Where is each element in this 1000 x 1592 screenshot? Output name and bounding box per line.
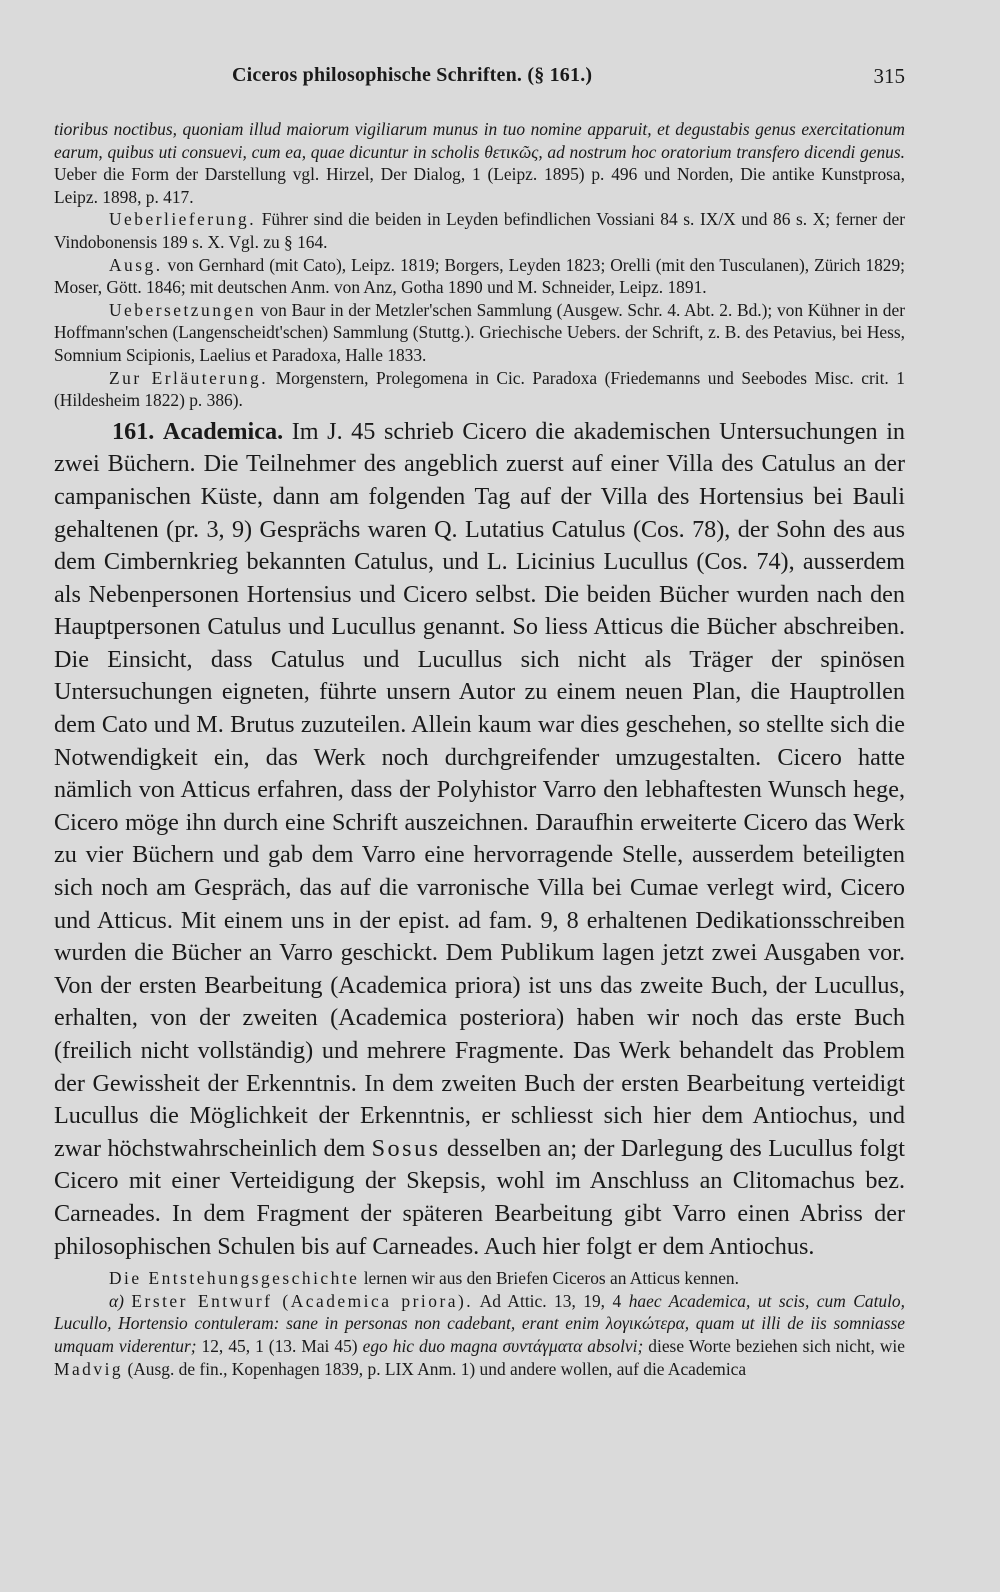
- page-header: [54, 64, 905, 104]
- section-161-paragraph: [54, 416, 905, 1263]
- section-title: Academica.: [162, 417, 284, 445]
- latin-quote: haec Academica, ut scis, cum Catulo, Lucullo, Hortensio contuleram: sane in personas non cadebant, erant enim λογικώτερα, quam ut illi de iis somniasse umquam viderentur;: [54, 1290, 905, 1356]
- note-text: 12, 45, 1 (13. Mai 45): [196, 1335, 363, 1356]
- alpha-marker: α): [109, 1290, 132, 1311]
- note-text: Führer sind die beiden in Leyden befindlichen Vossiani 84 s. IX/X und 86 s. X; ferner der Vindobonensis 189 s. X. Vgl. zu § 164.: [54, 209, 905, 252]
- note-text: Ueber die Form der Darstellung vgl. Hirzel, Der Dialog, 1 (Leipz. 1895) p. 496 und Norden, Die antike Kunstprosa, Leipz. 1898, p. 417.: [54, 164, 905, 207]
- note-ausgaben: [54, 254, 905, 299]
- note-label: Die Entstehungsgeschichte: [109, 1268, 360, 1289]
- note-continuation: [54, 118, 905, 208]
- latin-quote: ego hic duo magna συντάγματα absolvi;: [362, 1335, 644, 1356]
- note-text: diese Worte beziehen sich nicht, wie: [643, 1335, 905, 1356]
- note-text: von Gernhard (mit Cato), Leipz. 1819; Borgers, Leyden 1823; Orelli (mit den Tusculanen), Zürich 1829; Moser, Gött. 1846; mit deutschen Anm. von Anz, Gotha 1890 und M. Schneider, Leipz. 1891.: [54, 254, 905, 298]
- top-footnotes: [54, 118, 905, 412]
- note-text: (Ausg. de fin., Kopenhagen 1839, p. LIX Anm. 1) und andere wollen, auf die Academica: [123, 1358, 747, 1379]
- note-label: Uebersetzungen: [109, 299, 257, 320]
- main-text: [54, 416, 905, 1263]
- note-label: Erster Entwurf (Academica priora).: [131, 1290, 474, 1311]
- section-number: 161.: [112, 417, 155, 445]
- bottom-footnotes: [54, 1267, 905, 1380]
- note-entstehung: [54, 1267, 905, 1290]
- running-title: Ciceros philosophische Schriften. (§ 161.): [232, 64, 593, 86]
- note-text: von Baur in der Metzler'schen Sammlung (Ausgew. Schr. 4. Abt. 2. Bd.); von Kühner in der Hoffmann'schen (Langenscheidt'schen) Sammlung (Stuttg.). Griechische Uebers. der Schrift, z. B. des Petavius, bei Hess, Somnium Scipionis, Laelius et Paradoxa, Halle 1833.: [54, 299, 905, 365]
- note-text: Ad Attic. 13, 19, 4: [473, 1290, 629, 1311]
- page-number: 315: [873, 64, 905, 88]
- spaced-name: Sosus: [371, 1134, 441, 1162]
- section-text: Im J. 45 schrieb Cicero die akademischen Untersuchungen in zwei Büchern. Die Teilnehmer des angeblich zuerst auf einer Villa des Catulus an der campanischen Küste, dann am folgenden Tag auf der Villa des Hortensius bei Bauli gehaltenen (pr. 3, 9) Gesprächs waren Q. Lutatius Catulus (Cos. 78), der Sohn des aus dem Cimbernkrieg bekannten Catulus, und L. Licinius Lucullus (Cos. 74), ausserdem als Nebenpersonen Hortensius und Cicero selbst. Die beiden Bücher wurden nach den Hauptpersonen Catulus und Lucullus genannt. So liess Atticus die Bücher abschreiben. Die Einsicht, dass Catulus und Lucullus sich nicht als Träger der spinösen Untersuchungen eigneten, führte unsern Autor zu einem neuen Plan, die Hauptrollen dem Cato und M. Brutus zuzuteilen. Allein kaum war dies geschehen, so stellte sich die Notwendigkeit ein, das Werk noch durchgreifender umzugestalten. Cicero hatte nämlich von Atticus erfahren, dass der Polyhistor Varro den lebhaftesten Wunsch hege, Cicero möge ihn durch eine Schrift auszeichnen. Daraufhin erweiterte Cicero das Werk zu vier Büchern und gab dem Varro eine hervorragende Stelle, ausserdem beteiligten sich noch am Gespräch, das auf die varronische Villa bei Cumae verlegt wird, Cicero und Atticus. Mit einem uns in der epist. ad fam. 9, 8 erhaltenen Dedikationsschreiben wurden die Bücher an Varro geschickt. Dem Publikum lagen jetzt zwei Ausgaben vor. Von der ersten Bearbeitung (Academica priora) ist uns das zweite Buch, der Lucullus, erhalten, von der zweiten (Academica posteriora) haben wir noch das erste Buch (freilich nicht vollständig) und mehrere Fragmente. Das Werk behandelt das Problem der Gewissheit der Erkenntnis. In dem zweiten Buch der ersten Bearbeitung verteidigt Lucullus die Möglichkeit der Erkenntnis, er schliesst sich hier dem Antiochus, und zwar höchstwahrscheinlich dem: [54, 417, 906, 1162]
- note-text: lernen wir aus den Briefen Ciceros an Atticus kennen.: [359, 1268, 739, 1289]
- section-text-end: desselben an; der Darlegung des Lucullus folgt Cicero mit einer Verteidigung der Skepsis, wohl im Anschluss an Clitomachus bez. Carneades. In dem Fragment der späteren Bearbeitung gibt Varro einen Abriss der philosophischen Schulen bis auf Carneades. Auch hier folgt er dem Antiochus.: [54, 1134, 905, 1260]
- note-erster-entwurf: [54, 1290, 905, 1380]
- note-text: Morgenstern, Prolegomena in Cic. Paradoxa (Friedemanns und Seebodes Misc. crit. 1 (Hildesheim 1822) p. 386).: [54, 367, 905, 411]
- latin-quote: tioribus noctibus, quoniam illud maiorum vigiliarum munus in tuo nomine apparuit, et degustabis genus exercitationum earum, quibus uti consuevi, cum ea, quae dicuntur in scholis θετικῶς, ad nostrum hoc oratorium transfero dicendi genus.: [54, 119, 905, 162]
- note-erlaeuterung: [54, 367, 905, 412]
- note-uebersetzungen: [54, 299, 905, 367]
- note-label: Ausg.: [109, 254, 163, 275]
- spaced-name: Madvig: [54, 1358, 124, 1379]
- note-label: Zur Erläuterung.: [109, 367, 269, 388]
- note-ueberlieferung: [54, 208, 905, 253]
- note-label: Ueberlieferung.: [109, 209, 257, 230]
